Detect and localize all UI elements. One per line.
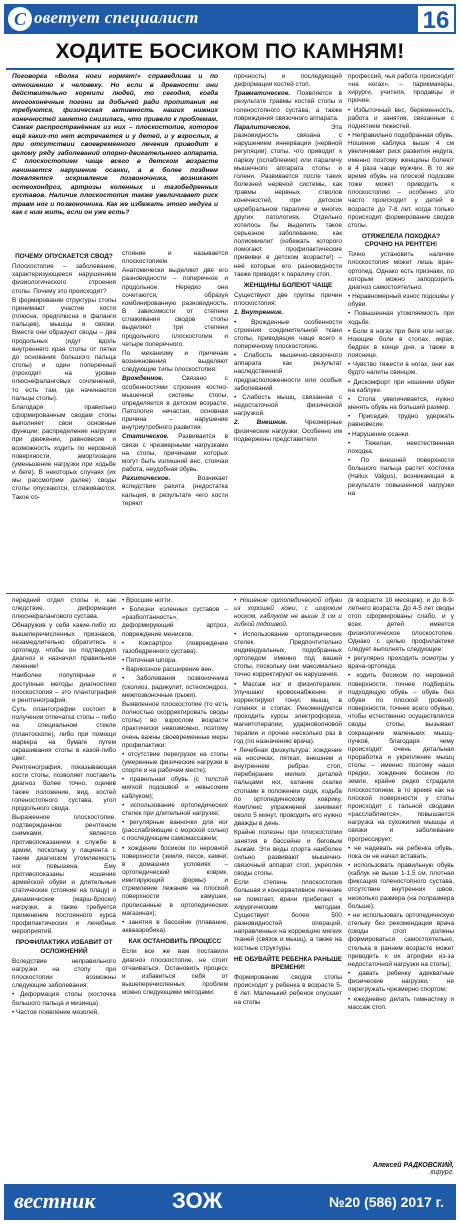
paragraph: Если все же вам поставили диагноз плоскостопие, не стоит отчаиваться. Остановить процесс и избавиться себя от вышеперечисленных проблем можно следующими методами: [122,948,228,997]
list-item: • Врожденные особенности строения соединительной ткани стопы, приводящие чаще всего к поперечному плоскостопию. [234,318,342,350]
title-rule [6,68,454,70]
list-item: • ежедневно делать гимнастику и массаж стоп. [348,995,454,1011]
list-item: • Частое появление мозолей. [12,1008,99,1016]
section-heading: КАК ОСТАНОВИТЬ ПРОЦЕСС [128,938,222,946]
section-heading: ОТЯЖЕЛЕЛА ПОХОДКА? СРОЧНО НА РЕНТГЕН! [361,232,441,249]
list-item: • По внешней поверхности большого пальца растет косточка (Hallux Valgus), возникающая в результате повышенной нагрузки на [348,457,454,497]
term-label: 2. Внешние. [234,419,288,427]
list-item: • Неравномерный износ подошвы у обуви. [348,293,454,309]
list-item: • ходить босиком по неровной поверхности, точнее подбирать подходящую обувь – обувь без обуви по плоской (ровной) поверхности, точнее всего обувью, чтобы естественно осуществлялся своды стопы, вызывает сокращение маленьких мышц-пучков, благодаря чему происходит очень детальная проработка и укрепление мышц стопы – именно поэтому наши предки, хождение босиком по земле, крайне редко страдали плоскостопием, в то время как на плоской поверхности у стопы происходит с тальной сводами «расслабляется», повышается нагрузка на сухожилия мышцы и связки и заболевание прогрессирует; [348,672,454,843]
list-item: • отсутствие перегрузок на стопы (умеренные физические нагрузки в спорте и на рабочем месте); [122,750,228,775]
paragraph: Выявленное плоскостопие (то есть полностью скорректировать своды стопы) во взрослом возрасте практически невозможно, поэтому очень важны своевременные меры профилактики: [122,700,228,749]
paragraph: Если степень плоскостопия большая и консервативное лечение не помогает, врачи прибегают к хирургическим методам. Существует более 500 разновидностей операций, направленных на коррекцию мягких тканей (связок и мышц), а также на костные структуры. [234,879,342,952]
list-item: • Неправильно подобранная обувь. Ношение каблука выше 4 см увеличивает риск развития недуга, именно поэтому женщины болеют в 4 раза чаще мужчин. В то же время обувь на плоской подошве тоже может приводить к плоскостопию – особенно это часто происходит у детей в возрасте до 7-8 лет, когда только происходит формирование сводов стопы. [348,132,454,229]
list-item: • правильная обувь (с толстой мягкой подошвой и невысоким каблуком); [122,776,228,800]
paragraph [234,124,342,279]
list-item: • Слабость мышечно-связочного аппарата как результат наследственной предрасположенности или особых заболеваний. [234,352,342,392]
term-text: Возникает вследствие рахита (недостатка кальция, в результате чего кости теряют [122,475,228,507]
paragraph: В формировании структуры стопы принимают участие кости (плюсна, предплюсна и фаланги пальцев), мышцы и связки. Вместе они образуют своды – два продольных (идут вдоль внутреннего края стопы от пятки до основания большого пальца стопы) и один поперечный (проходит на уровне плюснефаланговых сочленений, то есть там, где начинаются пальцы стопы). [12,296,116,402]
list-item: • давать ребенку адекватные физические нагрузки, не перегружать чрезмерно спортом; [348,970,454,994]
article-title: ХОДИТЕ БОСИКОМ ПО КАМНЯМ! [55,40,405,63]
publication-name-suffix: ЗОЖ [172,1188,223,1213]
term-label: Врожденное. [122,375,164,383]
list-item: • Тяжелая, неестественная походка. [348,439,454,455]
column-6 [122,597,228,1177]
term-text: Чрезмерные физические нагрузки. Особенно им подвержены представители [234,419,342,443]
paragraph [234,90,342,123]
paragraph: прочность) и последующей деформации костей стоп. [234,73,342,89]
list-item: • использовать правильную обувь (каблук не выше 1-1,5 см, плотная фиксация голеностопного сустава, отсутствие внутренних швов, несколько размера (на полразмера больше); [348,862,454,910]
paragraph: Выраженное плоскостопие, подтвержденное рентгеном снимками, является противопоказанием к службе в армии, поскольку у пациента с таким диагнозом утомляемость ног повышена. Ему противопоказаны ношение армейской обуви и длительные статические (стояние на плацу) и динамические (марш-броски) нагрузки, а также требуется применение постоянного курса профилактических и лечебных мероприятий. [12,814,116,936]
section-heading: ПРОФИЛАКТИКА ИЗБАВИТ ОТ ОСЛОЖНЕНИЙ [15,939,113,955]
term-label: Рахитическое. [122,475,171,483]
column-7 [234,597,342,1177]
section-divider [6,593,454,594]
author-role: хирург. [430,1169,454,1176]
author-name: Алексей РАДКОВСКИЙ, [372,1162,454,1169]
list-item: • Вросшие ногти. [122,597,173,604]
list-item: • Избыточный вес, беременность, работа и занятия, связанные с поднятием тяжестей. [348,106,454,130]
paragraph: Крайне полезны при плоскостопии занятия в бассейне и беговым лыжам. Эти виды спорта наиболее сильно развивают мышечно-связочный аппарат стоп, укрепляя своды стопы. [234,829,342,878]
list-item: • не использовать ортопедическую стельку без рекомендации врача (своды стоп должны формироваться самостоятельно, стелька в раннем возрасте может приводить к их атрофии из-за недостаточной нагрузки на стопы); [348,911,454,968]
column-3 [234,73,342,590]
list-item: • регулярно проходить осмотры у врача-ортопеда; [348,655,454,671]
issue-number: №20 (586) 2017 г. [329,1194,444,1210]
list-item: • использование ортопедических стелек при длительной нагрузке; [122,801,228,817]
paragraph: Точно установить наличие плоскостопия может лишь врач-ортопед. Однако есть признаки, по которым можно заподозрить диагноз самостоятельно: [348,251,454,291]
rubric-title: оветует специалист [34,8,199,27]
publication-name: вестник [14,1188,96,1213]
term-text: Эта разновидность связана с нарушением иннервации (нервной регуляции) стопы, что приводит к парезу (ослаблению) или параличу мышечного аппарата стопы и голени. Развивается после таких болезней нервной системы, как травмы нервных стволов конечностей, при детском церебральном параличе и многих других патологиях. Отдельно хотелось бы выделить такое серьезное заболевание, как полиомиелит (избежать которого помогают профилактические прививки в детском возрасте!) – неё которые его разновидности также приводят к параличу стоп. [234,123,342,278]
list-item: • Варикозное расширение вен. [122,666,214,674]
paragraph: стояние и называется плоскостопием. [122,250,228,266]
term-label: Паралитическое. [234,123,291,131]
paragraph [122,433,228,474]
list-item: • Боли в ногах при беге или ногах. Ноющие боли в стопах, икрах, бедрах в конце дня, а также в пояснице. [348,327,454,360]
column-5 [12,597,116,1177]
paragraph: Существуют две группы причин плоскостопия: [234,292,342,308]
subheading: 1. Внутренние. [234,309,284,317]
paragraph: Обнаружив у себя какие-либо из вышеперечисленных признаков, незамедлительно обратитесь к ортопеду, чтобы он подтвердил диагноз и назначил правильное лечение! [12,622,116,671]
list-item: • Нарушение осанки. [348,430,410,438]
list-item: • Повышенная утомляемость при ходьбе. [348,310,454,326]
page-number: 16 [416,4,456,34]
list-item: • Чувство тяжести в ногах, они как будто налиты свинцом. [348,361,454,377]
paragraph: (в возрасте 10 месяцев), и до 8-9-летнего возраста. До 4-5 лет своды стоп сформированы слабо, и у всех детей имеется физиологическое плоскостопие. Однако с целью профилактики следует выполнять следующее: [348,597,454,653]
section-heading: ПОЧЕМУ ОПУСКАЕТСЯ СВОД? [15,253,113,260]
author-signature [348,1162,454,1176]
list-item: • Использование ортопедических стелек. Предпочтительно индивидуальных, подобранных ортопедом именно под вашей стопы, поскольку они максимально точно корректируют ее нарушения. [234,630,342,679]
list-item: • Дискомфорт при ношении обуви на каблуке. [348,378,454,394]
paragraph: Анатомически выделяют две его разновидности – поперечное и продольное. Нередко они сочетаются, образуя комбинированную разновидность. В зависимости от степени сглаживания сводов стопы выделяют три степени продольного плоскостопия и четыре поперечного. [122,267,228,348]
column-2 [122,250,228,590]
paragraph: передний отдел стопы и, как следствие, деформации плюснефалангового сустава. [12,597,116,621]
list-item: • не надевать на ребенка обувь, пока он не начал вставать; [348,844,454,860]
section-heading: НЕ ОБУВАЙТЕ РЕБЕНКА РАНЬШЕ ВРЕМЕНИ! [234,955,342,971]
list-item: • регулярные ванночки для ног (расслабляющие с морской солью) с последующим самомассажем; [122,819,228,843]
list-item: • Коксартроз (повреждение тазобедренного сустава). [122,639,228,655]
term-label: Травматическое. [234,90,291,98]
rubric-badge: С [8,7,32,31]
paragraph: Плоскостопие – заболевание, характеризующееся нарушением физиологического строения стопы. Почему это происходит? [12,263,116,295]
paragraph [122,475,228,508]
paragraph: Суть плантографии состоит в получении отпечатка стопы – либо на специальном стекле (плантоскопе), либо при помощи маркера на бумаге путем окрашивания стопы в какой-либо цвет. [12,706,116,762]
term-label: Статическое. [122,433,169,441]
list-item: • Ношение ортопедической обуви из хорошей кожи, с широким носком, каблуком не выше 3 см и гибкой подошвой. [234,597,342,629]
term-text: Связано с особенностями строения костно-мышечной системы стопы, определяется в детском возрасте. Патология нечастая, основная причина – нарушение внутриутробного развития. [122,375,228,432]
paragraph: По механизму и причинам возникновения выделяют следующие типы плоскостопия: [122,349,228,374]
column-8 [348,597,454,1159]
paragraph: Рентгенография, показывающая кости стопы, позволяет поставить диагноз более точно, оценив также положение, вид, костей голеностопного сустава, угол продольного свода. [12,764,116,812]
paragraph: Наиболее популярные и доступные методы диагностики плоскостопия – это плантография и рентгенография. [12,672,116,704]
list-item: • хождение босиком по неровной поверхности (земля, песок, камни, в домашних условиях – ортопедический коврик, имитирующий формы) и стремление лежание на плоской поверхности камушек, прописанные в ортопедических магазинах); [122,844,228,917]
term-text: Развивается в связи с чрезмерными нагрузками на стопы, причинами которых могут быть излишний вес, стоячая работа, неудобная обувь. [122,433,228,474]
lead-paragraph: Поговорка «Волка ноги кормят!» справедлива и по отношению к человеку. Но если в древности они действительно кормили людей, то сегодня, когда многоконечные погони за добычей ради пропитания не требуются, физическая активность наших нижних конечностей заметно снизилась, что привело к проблемам. Самая распространённая из них – плоскостопие, которое ещё каких-то нет встречается и у детей, и у взрослых, а при отсутствии своевременного лечения приводит к целому ряду заболеваний опорно-двигательного аппарата. С плоскостопием чаще всего в детском возрасте начинается нарушение осанки, а в более позднем появляется искривление позвоночника, возникают остеохондроз, артрозы коленных и тазобедренных суставов. Наличие плоскостопия также увеличивает риск травм ног и позвоночника. Как же избежать этого недуга и как с ним жить, если он уже есть? [12,73,218,216]
list-item: • Слабость мышц, связанная с недостаточной физической нагрузкой. [234,393,342,418]
list-item: • Лечебная физкультура: хождение на носочках, пятках, внешнем и внутреннем ребрах стоп, перебирание мелких деталей пальцами ног, катание скалки стопами в положении сидя, ходьба по ортопедическому коврику. Комплекс упражнений занимает около 5 минут, проводить его нужно дважды в день. [234,746,342,828]
paragraph: Формирование сводов стопы происходит у ребенка в возрасте 5-6 лет. Маленький ребенок опускает на стопы [234,974,342,1006]
rubric-header [4,4,456,34]
paragraph: Благодаря правильно сформированным сводам стопы выполняет свои основные функции: распределение нагрузки при движении, равновесие и возможность ходить по неровной поверхности, амортизация (уменьшение нагрузки при ходьбе и беге). В некоторых случаях (их мы рассмотрим далее) своды стопы опускаются, сглаживаются. Такое со- [12,403,116,501]
list-item: • Деформация стопы (косточка большого пальца и мизинца). [12,991,116,1007]
term-text: Появляется в результате травмы костей стопы и голеностопного сустава, а также повреждения связочного аппарата. [234,90,342,122]
list-item: • Болезни коленных суставов – «разболтанность», деформирующий артроз, повреждение менисков. [122,606,228,638]
section-heading: ЖЕНЩИНЫ БОЛЕЮТ ЧАЩЕ [243,281,333,289]
paragraph [234,419,342,443]
paragraph: Вследствие неправильного нагрузки на стопу при плоскостопии возможны следующие заболевания: [12,957,116,990]
column-4 [348,73,454,590]
list-item: • занятия в бассейне (плавание, аквааэробика). [122,918,228,935]
publication-footer [4,1184,456,1220]
column-1 [12,250,116,590]
list-item: • Пяточная шпора. [122,657,178,665]
paragraph [122,375,228,432]
list-item: • Заболевания позвоночника (сколиоз, радикулит, остеохондроз, межпозвоночные грыжи). [122,675,228,699]
list-item: • Приседая, трудно удержать равновесие. [348,413,454,429]
list-item: • Стопа увеличивается, нужно менять обувь на больший размер. [348,395,454,412]
paragraph: профессий, чья работа происходит «на ногах», – парикмахеры, хирурги, учителя, продавцы и прочие. [348,73,454,105]
list-item: • Массаж ног и физиотерапия. Улучшают кровоснабжение и корректируют тонус мышц в голенях и стопах. Рекомендуется проходить курсы электрофореза, магнитотерапии, ударноволновой терапии и прочее несколько раз в год (по назначению врача). [234,680,342,745]
